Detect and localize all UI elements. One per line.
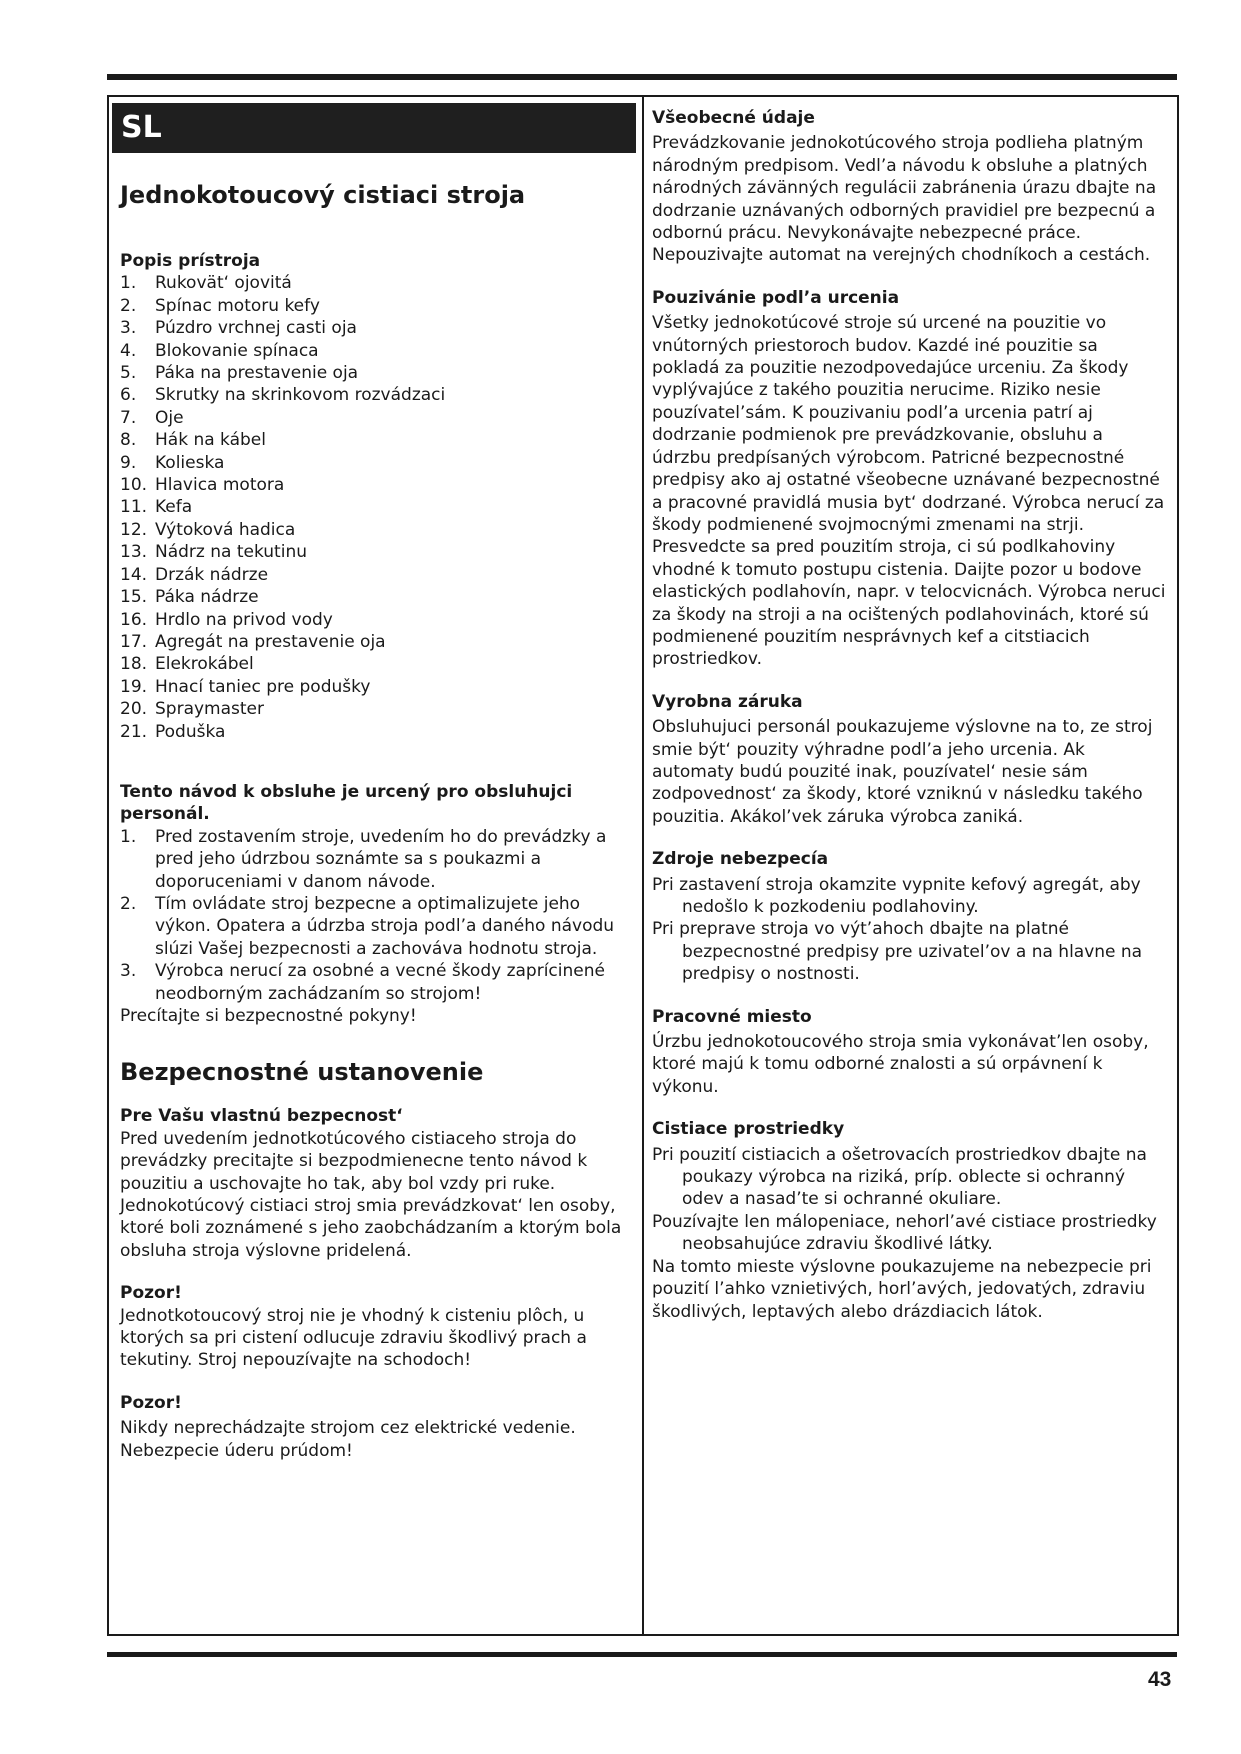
- item-number: 9.: [120, 452, 137, 473]
- item-text: Páka nádrze: [155, 587, 259, 608]
- list-item: [120, 960, 632, 1005]
- item-number: 16.: [120, 609, 148, 630]
- item-number: 13.: [120, 542, 148, 563]
- general-heading: Všeobecné údaje: [652, 108, 815, 128]
- list-item: [120, 653, 632, 675]
- list-item: [120, 272, 632, 294]
- list-item: [120, 609, 632, 631]
- column-divider: [642, 95, 644, 1636]
- list-item: [120, 317, 632, 339]
- safety-title: Bezpecnostné ustanovenie: [120, 1058, 484, 1087]
- list-item: [120, 496, 632, 518]
- item-text: Poduška: [155, 721, 226, 742]
- item-number: 12.: [120, 519, 148, 540]
- item-number: 3.: [120, 961, 137, 982]
- paragraph-item: Pouzívajte len málopeniace, nehorl’avé cistiace prostriedky neobsahujúce zdraviu škodlivé látky.: [652, 1211, 1157, 1255]
- own-safety-heading: Pre Vašu vlastnú bezpecnost‘: [120, 1106, 403, 1127]
- cleaning-note: Na tomto mieste výslovne poukazujeme na nebezpecie pri pouzití l’ahko vznietivých, horl’avých, jedovatých, zdraviu škodlivých, leptavých alebo drázdiacich látok.: [652, 1256, 1152, 1322]
- item-text: Hnací taniec pre podušky: [155, 676, 371, 697]
- list-item: [120, 698, 632, 720]
- warning-text-1: Jednotkotoucový stroj nie je vhodný k cisteniu plôch, u ktorých sa pri cistení odlucuje zdraviu škodlivý prach a tekutiny. Stroj nepouzívajte na schodoch!: [120, 1305, 587, 1371]
- personnel-list: [120, 826, 632, 1005]
- list-item: [120, 429, 632, 451]
- item-number: 2.: [120, 893, 137, 914]
- list-item: [120, 586, 632, 608]
- item-number: 20.: [120, 699, 148, 720]
- cleaning-list: [652, 1144, 1167, 1256]
- parts-heading: Popis prístroja: [120, 251, 261, 271]
- paragraph-item: Pri preprave stroja vo výt’ahoch dbajte na platné bezpecnostné predpisy pre uzivatel’ov a na hlavne na predpisy o nostnosti.: [652, 919, 1143, 985]
- list-item: [120, 407, 632, 429]
- warranty-heading: Vyrobna záruka: [652, 691, 803, 712]
- item-text: Spraymaster: [155, 699, 264, 720]
- list-item: [120, 893, 632, 960]
- item-number: 11.: [120, 497, 148, 518]
- personnel-heading: Tento návod k obsluhe je urcený pro obsluhujci personál.: [120, 781, 573, 825]
- item-text: Výrobca nerucí za osobné a vecné škody zaprícinené neodborným zachádzaním so strojom!: [155, 961, 605, 1004]
- document-title: Jednokotoucový cistiaci stroja: [120, 181, 526, 209]
- page-number: 43: [1148, 1668, 1172, 1691]
- list-item: [120, 340, 632, 362]
- top-rule: [107, 74, 1177, 80]
- item-number: 17.: [120, 631, 148, 652]
- workplace-text: Úrzbu jednokotoucového stroja smia vykonávat’len osoby, ktoré majú k tomu odborné znalosti a sú orpávnení k výkonu.: [652, 1032, 1149, 1097]
- item-number: 15.: [120, 587, 148, 608]
- list-item: [120, 721, 632, 743]
- item-number: 1.: [120, 273, 137, 294]
- warning-text-2: Nikdy neprechádzajte strojom cez elektrické vedenie. Nebezpecie úderu prúdom!: [120, 1418, 576, 1461]
- item-text: Kefa: [155, 497, 193, 518]
- item-text: Púzdro vrchnej casti oja: [155, 318, 357, 339]
- list-item: [120, 826, 632, 893]
- list-item: [120, 564, 632, 586]
- item-number: 21.: [120, 721, 148, 742]
- item-text: Kolieska: [155, 452, 225, 473]
- paragraph-item: Pri pouzití cistiacich a ošetrovacích prostriedkov dbajte na poukazy výrobca na riziká, príp. oblecte si ochranný odev a nasad’te si ochranné okuliare.: [652, 1144, 1147, 1210]
- list-item: [120, 362, 632, 384]
- item-text: Nádrz na tekutinu: [155, 542, 307, 563]
- item-text: Skrutky na skrinkovom rozvádzaci: [155, 385, 446, 406]
- list-item: [120, 519, 632, 541]
- item-text: Oje: [155, 407, 184, 428]
- warning-heading-1: Pozor!: [120, 1283, 182, 1304]
- bottom-rule: [107, 1652, 1177, 1657]
- list-item: [120, 631, 632, 653]
- item-text: Elekrokábel: [155, 654, 254, 675]
- item-text: Agregát na prestavenie oja: [155, 631, 386, 652]
- own-safety-text: Pred uvedením jednotkotúcového cistiaceho stroja do prevádzky precitajte si bezpodmienecne tento návod k pouzitiu a uschovajte ho tak, aby bol vzdy pri ruke. Jednokotúcový cistiaci stroj smia prevádzkovat‘ len osoby, ktoré boli zoznámené s jeho zaobchádzaním a ktorým bola obsluha stroja výslovne pridelená.: [120, 1128, 622, 1261]
- item-number: 14.: [120, 564, 148, 585]
- item-text: Pred zostavením stroje, uvedením ho do prevádzky a pred jeho údrzbou soznámte sa s poukazmi a doporuceniami v danom návode.: [155, 826, 607, 892]
- item-text: Hlavica motora: [155, 475, 285, 496]
- usage-heading: Pouzivánie podl’a urcenia: [652, 287, 900, 308]
- item-number: 8.: [120, 430, 137, 451]
- hazards-list: [652, 874, 1167, 986]
- warning-heading-2: Pozor!: [120, 1392, 182, 1413]
- warranty-text: Obsluhujuci personál poukazujeme výslovne na to, ze stroj smie být‘ pouzity výhradne podl’a jeho urcenia. Ak automaty budú pouzité inak, pouzívatel‘ nesie sám zodpovednost‘ za škody, ktoré vzniknú v následku takého pouzitia. Akákol’vek záruka výrobca zaniká.: [652, 717, 1153, 827]
- list-item: [120, 384, 632, 406]
- general-text: Prevádzkovanie jednokotúcového stroja podlieha platným národným predpisom. Vedl’a návodu k obsluhe a platných národných závänných regulácii zabránenia úrazu dbajte na dodrzanie uznávaných odborných pravidiel pre bezpecnú a odbornú prácu. Nevykonávajte nebezpecné práce. Nepouzivajte automat na verejných chodníkoch a cestách.: [652, 133, 1157, 266]
- parts-list: [120, 272, 632, 743]
- item-text: Tím ovládate stroj bezpecne a optimalizujete jeho výkon. Opatera a údrzba stroja podl’a daného návodu slúzi Vašej bezpecnosti a zachováva hodnotu stroja.: [155, 893, 615, 959]
- item-text: Blokovanie spínaca: [155, 340, 319, 361]
- item-number: 3.: [120, 318, 137, 339]
- item-number: 10.: [120, 475, 148, 496]
- item-number: 19.: [120, 676, 148, 697]
- list-item: [120, 676, 632, 698]
- read-safety-note: Precítajte si bezpecnostné pokyny!: [120, 1006, 417, 1026]
- list-item: [120, 295, 632, 317]
- language-label: SL: [112, 103, 636, 153]
- item-text: Hrdlo na privod vody: [155, 609, 333, 630]
- item-text: Spínac motoru kefy: [155, 295, 320, 316]
- workplace-heading: Pracovné miesto: [652, 1006, 812, 1027]
- item-text: Hák na kábel: [155, 430, 266, 451]
- right-column: [652, 107, 1167, 1323]
- list-item: [120, 474, 632, 496]
- item-text: Výtoková hadica: [155, 519, 296, 540]
- item-number: 4.: [120, 340, 137, 361]
- item-number: 7.: [120, 407, 137, 428]
- usage-text: Všetky jednokotúcové stroje sú urcené na pouzitie vo vnútorných priestoroch budov. Kazdé iné pouzitie sa pokladá za pouzitie nezodpovedajúce urceniu. Za škody vyplývajúce z takého pouzitia nerucime. Riziko nesie pouzívatel’sám. K pouzivaniu podl’a urcenia patrí aj dodrzanie podmienok pre prevádzkovanie, obsluhu a údrzbu predpísaných výrobcom. Patricné bezpecnostné predpisy ako aj ostatné všeobecne uznávané bezpecnostné a pracovné pravidlá musia byt‘ dodrzané. Výrobca nerucí za škody podmienené svojmocnými zmenami na strji. Presvedcte sa pred pouzitím stroja, ci sú podlkahoviny vhodné k tomuto postupu cistenia. Daijte pozor u bodove elastických podlahovín, napr. v telocvicnách. Výrobca neruci za škody na stroji a na ocištených podlahovinách, ktoré sú podmienené pouzitím nesprávnych kef a citstiacich prostriedkov.: [652, 313, 1166, 670]
- item-text: Rukovät‘ ojovitá: [155, 273, 292, 294]
- item-text: Drzák nádrze: [155, 564, 269, 585]
- item-number: 2.: [120, 295, 137, 316]
- hazards-heading: Zdroje nebezpecía: [652, 849, 829, 870]
- paragraph-item: Pri zastavení stroja okamzite vypnite kefový agregát, aby nedošlo k pozkodeniu podlahoviny.: [652, 874, 1141, 917]
- item-number: 1.: [120, 826, 137, 847]
- item-text: Páka na prestavenie oja: [155, 363, 359, 384]
- left-column: [120, 180, 632, 1462]
- cleaning-heading: Cistiace prostriedky: [652, 1119, 845, 1140]
- item-number: 5.: [120, 363, 137, 384]
- item-number: 18.: [120, 654, 148, 675]
- list-item: [120, 452, 632, 474]
- item-number: 6.: [120, 385, 137, 406]
- list-item: [120, 541, 632, 563]
